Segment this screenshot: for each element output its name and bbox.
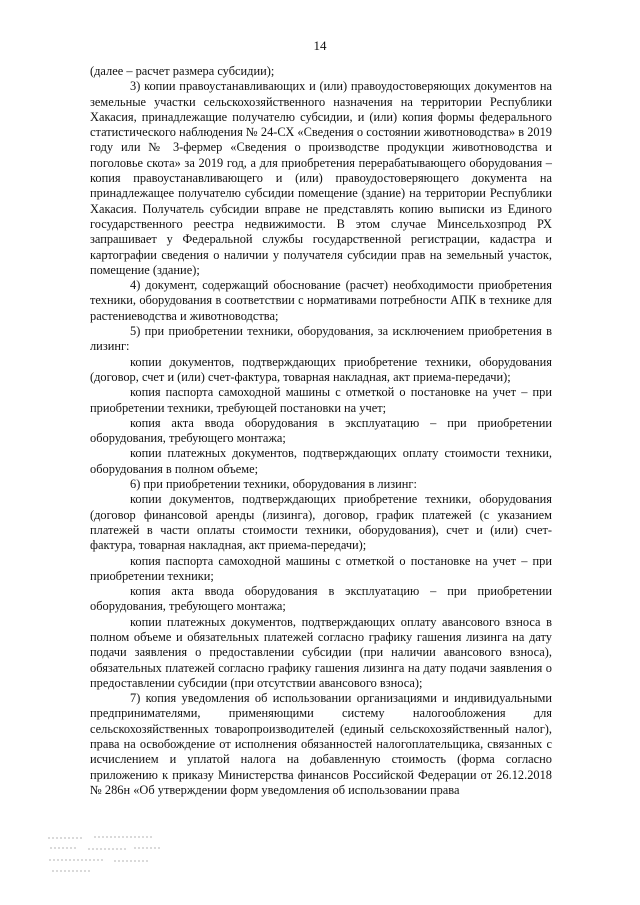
paragraph: копия акта ввода оборудования в эксплуатацию – при приобретении оборудования, требующего монтажа; <box>90 415 552 446</box>
scan-stamp-artifact <box>44 832 164 876</box>
paragraph: копия паспорта самоходной машины с отметкой о постановке на учет – при приобретении техники; <box>90 553 552 583</box>
paragraph: копия акта ввода оборудования в эксплуатацию – при приобретении оборудования, требующего монтажа; <box>90 584 552 614</box>
paragraph: копия паспорта самоходной машины с отметкой о постановке на учет – при приобретении техники, требующей постановки на учет; <box>90 385 552 415</box>
paragraph: копии документов, подтверждающих приобретение техники, оборудования (договор финансовой аренды (лизинга), договор, график платежей (с указанием платежей в части оплаты стоимости техники, оборудования), счет и (или) счет-фактура, товарная накладная, акт приема-передачи); <box>90 492 552 553</box>
paragraph: 5) при приобретении техники, оборудования, за исключением приобретения в лизинг: <box>90 324 552 354</box>
document-body <box>90 64 552 798</box>
paragraph: 3) копии правоустанавливающих и (или) правоудостоверяющих документов на земельные участки сельскохозяйственного назначения на территории Республики Хакасия, принадлежащие получателю субсидии, и (или) копия формы федерального статистического наблюдения № 24-СХ «Сведения о состоянии животноводства» в 2019 году или № 3-фермер «Сведения о производстве продукции животноводства и поголовье скота» за 2019 год, а для приобретения перерабатывающего оборудования – копия правоустанавливающего и (или) правоудостоверяющего документа на принадлежащее получателю субсидии помещение (здание) на территории Республики Хакасия. Получатель субсидии вправе не представлять копию выписки из Единого государственного реестра недвижимости. В этом случае Минсельхозпрод РХ запрашивает у Федеральной службы государственной регистрации, кадастра и картографии сведения о наличии у получателя субсидии прав на земельный участок, помещение (здание); <box>90 79 552 277</box>
paragraph: 7) копия уведомления об использовании организациями и индивидуальными предпринимателями, применяющими систему налогообложения для сельскохозяйственных товаропроизводителей (единый сельскохозяйственный налог), права на освобождение от исполнения обязанностей налогоплательщика, связанных с исчислением и уплатой налога на добавленную стоимость (форма согласно приложению к приказу Министерства финансов Российской Федерации от 26.12.2018 № 286н «Об утверждении форм уведомления об использовании права <box>90 691 552 797</box>
paragraph: копии документов, подтверждающих приобретение техники, оборудования (договор, счет и (или) счет-фактура, товарная накладная, акт приема-передачи); <box>90 354 552 384</box>
paragraph: 6) при приобретении техники, оборудования в лизинг: <box>130 477 417 492</box>
paragraph: (далее – расчет размера субсидии); <box>90 64 275 78</box>
paragraph: 4) документ, содержащий обоснование (расчет) необходимости приобретения техники, оборудования в соответствии с нормативами потребности АПК в технике для растениеводства и животноводства; <box>90 278 552 323</box>
paragraph: копии платежных документов, подтверждающих оплату авансового взноса в полном объеме и обязательных платежей согласно графику гашения лизинга на дату подачи заявления о предоставлении субсидии (при наличии авансового взноса), обязательных платежей согласно графику гашения лизинга на дату подачи заявления о предоставлении субсидии (при отсутствии авансового взноса); <box>90 614 552 690</box>
page-number: 14 <box>313 38 327 53</box>
paragraph: копии платежных документов, подтверждающих оплату стоимости техники, оборудования в полном объеме; <box>90 446 552 476</box>
